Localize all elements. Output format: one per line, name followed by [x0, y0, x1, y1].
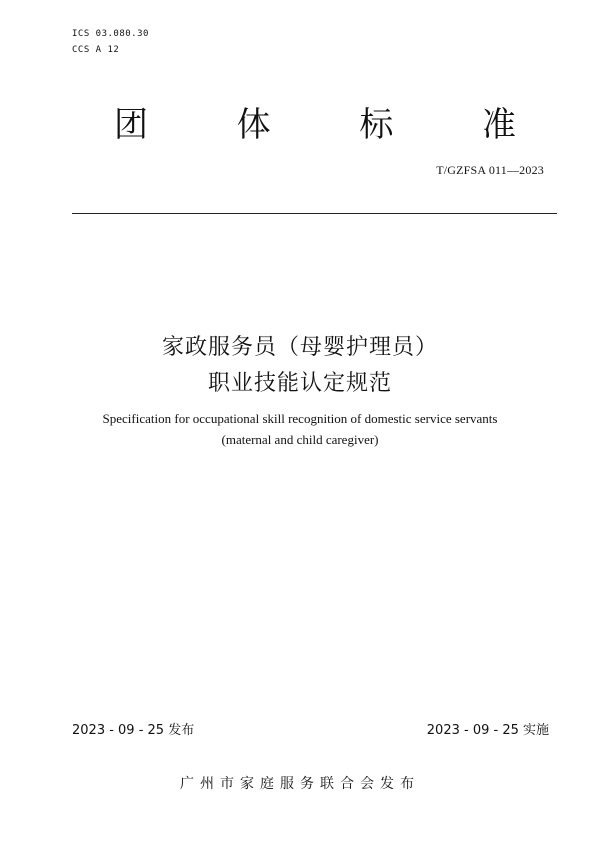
- standard-number: T/GZFSA 011—2023: [436, 163, 544, 177]
- document-type-heading: [72, 97, 556, 145]
- divider-line: [72, 213, 557, 214]
- title-en-line2: (maternal and child caregiver): [221, 432, 379, 447]
- ccs-code: CCS A 12: [72, 45, 120, 55]
- heading-char: 准: [481, 105, 516, 145]
- heading-char: 标: [359, 105, 394, 145]
- publish-date: 2023 - 09 - 25 发布: [72, 723, 195, 738]
- title-en-line1: Specification for occupational skill recognition of domestic service servants: [102, 411, 498, 426]
- heading-char: 团: [114, 105, 148, 145]
- title-zh-line2: 职业技能认定规范: [207, 371, 392, 396]
- ics-code: ICS 03.080.30: [72, 29, 149, 39]
- implement-date: 2023 - 09 - 25 实施: [426, 723, 549, 738]
- issuer: 广州市家庭服务联合会发布: [180, 776, 420, 792]
- heading-char: 体: [236, 105, 271, 145]
- title-zh-line1: 家政服务员（母婴护理员）: [161, 335, 438, 360]
